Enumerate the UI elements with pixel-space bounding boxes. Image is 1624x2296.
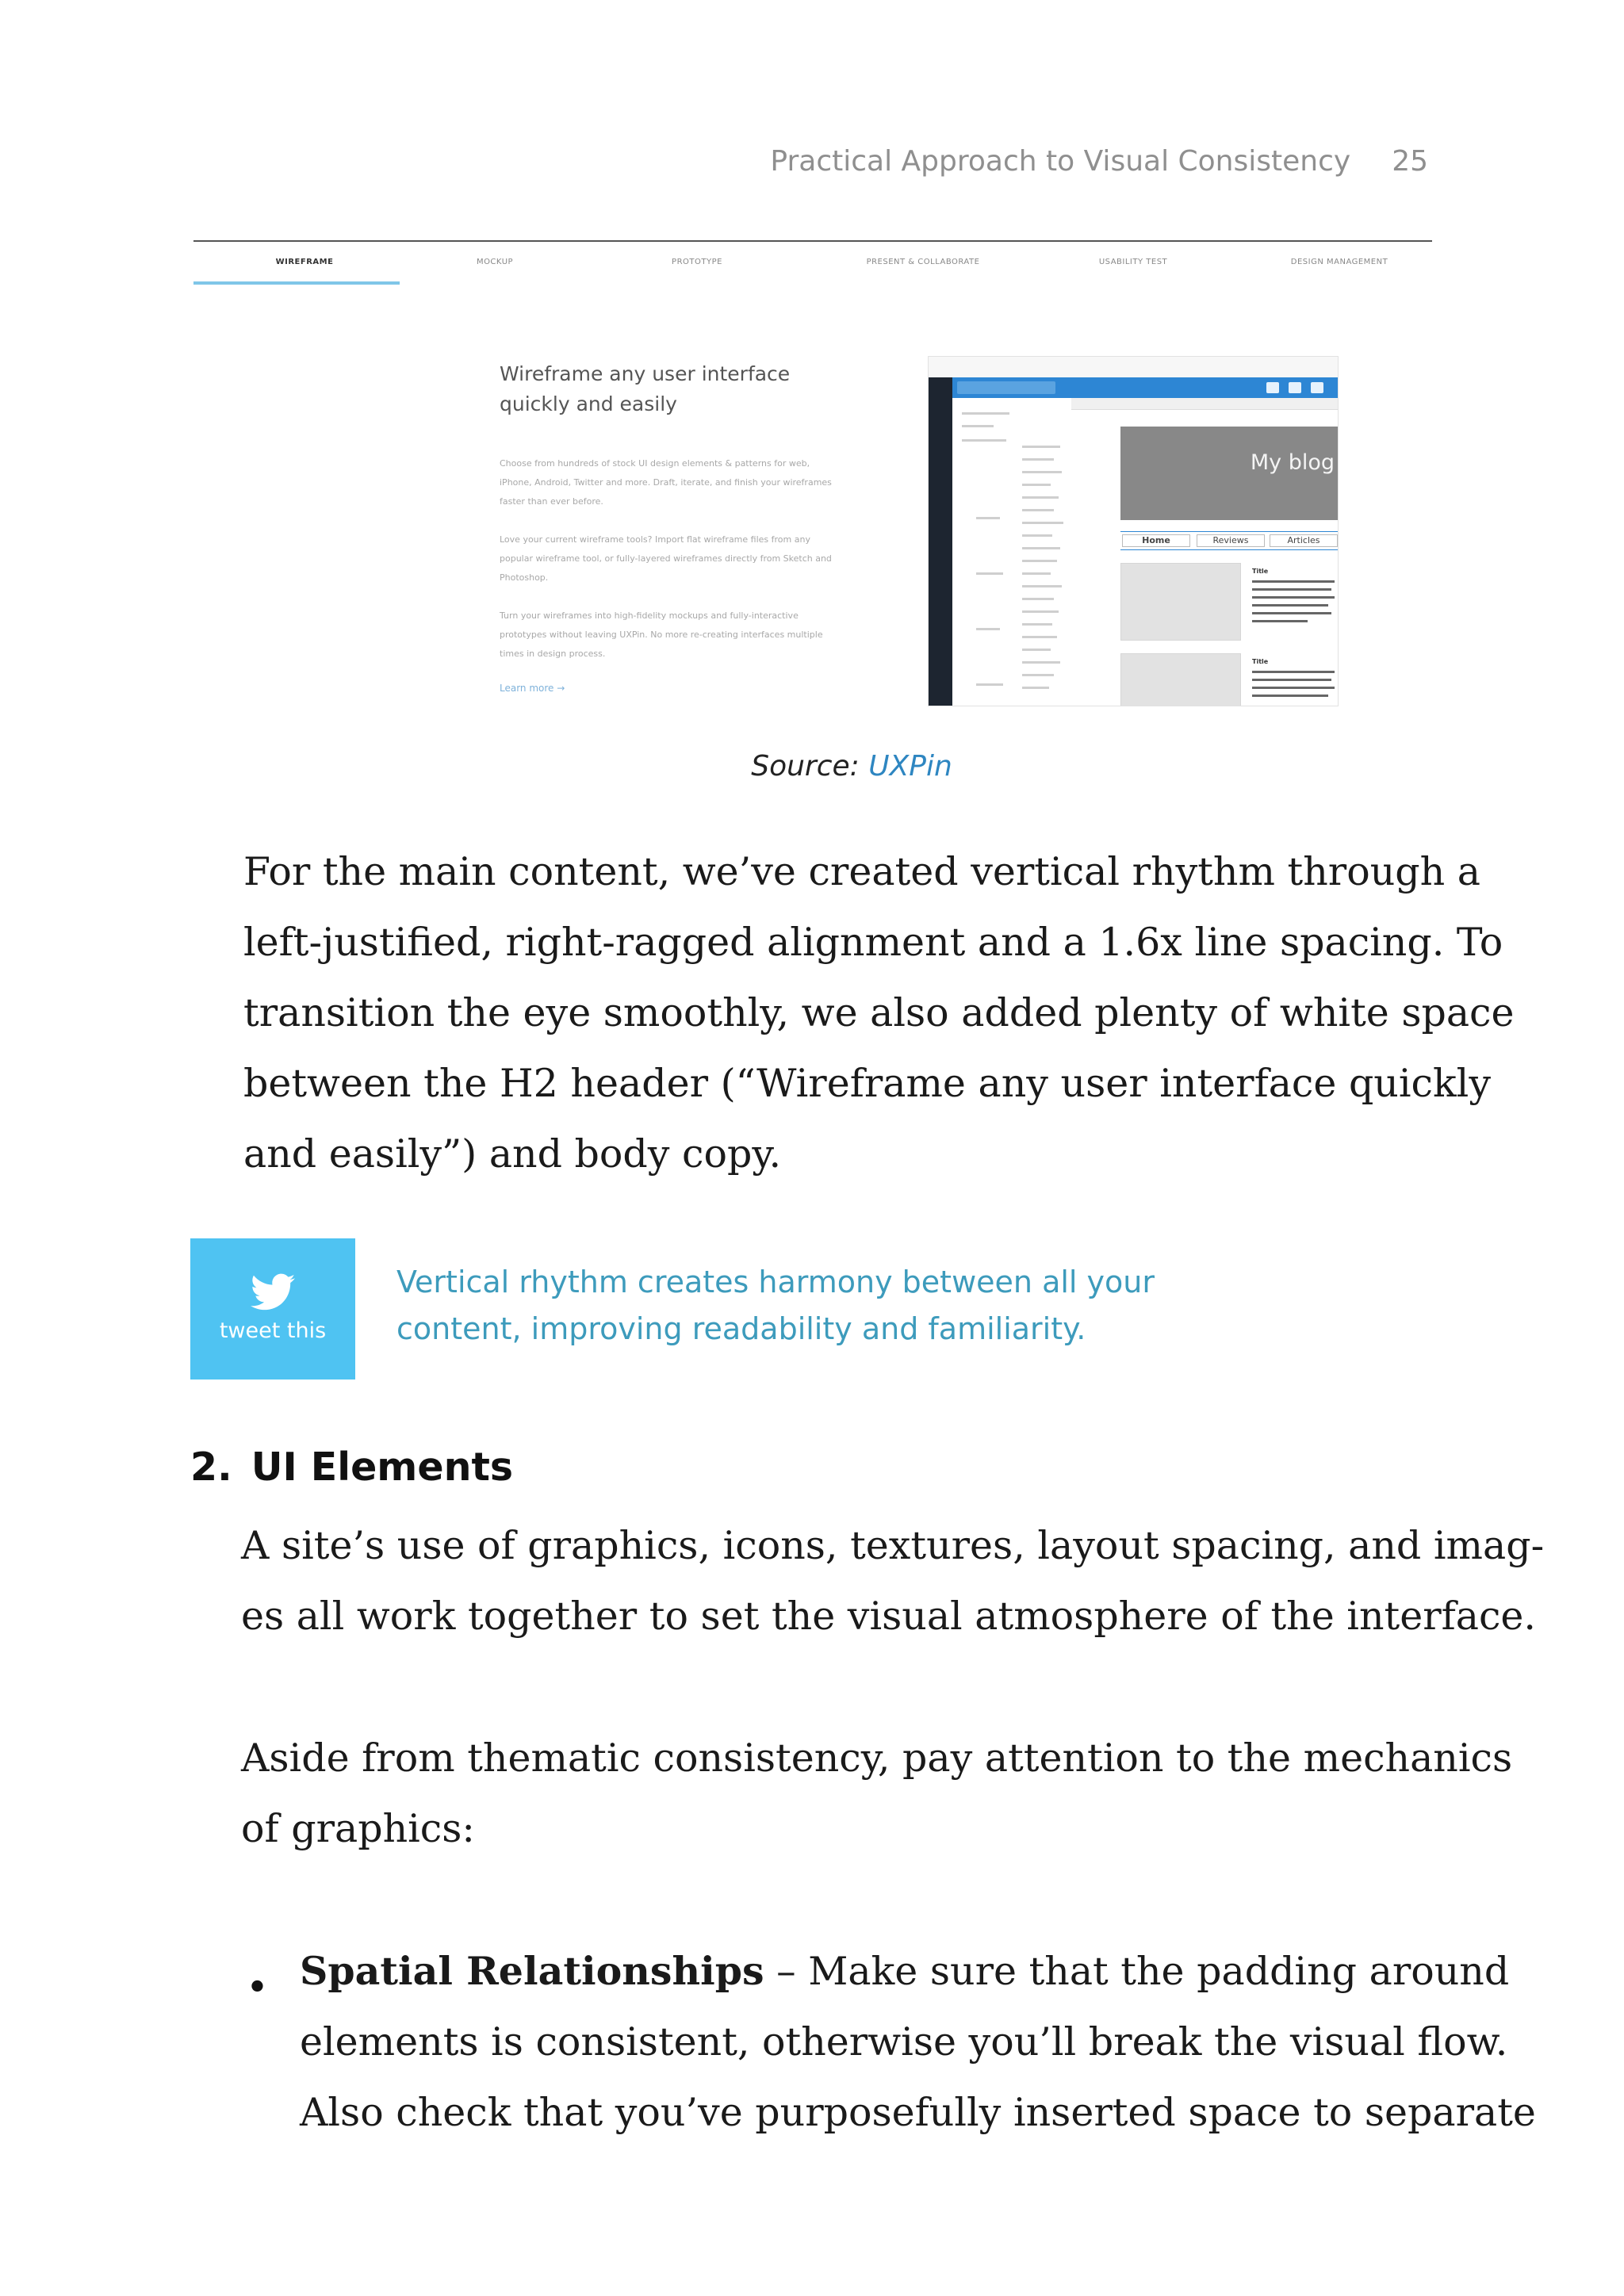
section-number: 2. <box>190 1445 232 1490</box>
caption-source-link[interactable]: UXPin <box>868 750 952 783</box>
running-head <box>770 145 1428 178</box>
page-number: 25 <box>1392 145 1428 178</box>
post-title: Title <box>1252 568 1269 575</box>
browser-chrome <box>929 357 1338 378</box>
bullet-text: – Make sure that the padding around <box>764 1949 1510 1994</box>
body-line: transition the eye smoothly, we also added plenty of white space <box>243 990 1515 1035</box>
toolbar-button <box>1266 382 1279 393</box>
bullet-item-spatial-relationships <box>300 1936 1536 2148</box>
post-title: Title <box>1252 658 1269 665</box>
toolbar-button <box>1311 382 1323 393</box>
section-paragraph-2 <box>241 1723 1512 1864</box>
caption-prefix: Source: <box>751 750 869 783</box>
editor-toolbar <box>952 377 1338 398</box>
tab-design-management[interactable]: DESIGN MANAGEMENT <box>1290 258 1388 266</box>
uxpin-screenshot-figure <box>193 240 1432 713</box>
section-title: UI Elements <box>251 1445 514 1490</box>
bullet-line: elements is consistent, otherwise you’ll break the visual flow. <box>300 2019 1508 2064</box>
tweet-this-button[interactable] <box>190 1238 355 1380</box>
promo-paragraph-1: Choose from hundreds of stock UI design elements & patterns for web, iPhone, Android, Twitter and more. Draft, iterate, and finish your wireframes faster than ever before. <box>500 458 832 507</box>
active-tab-indicator <box>193 281 400 285</box>
promo-heading-line1: Wireframe any user interface <box>500 362 791 385</box>
blog-nav-reviews: Reviews <box>1197 534 1265 547</box>
bullet-term: Spatial Relationships <box>300 1948 764 1994</box>
tweet-quote-line: content, improving readability and familiarity. <box>396 1311 1086 1346</box>
promo-paragraph-3: Turn your wireframes into high-fidelity mockups and fully-interactive prototypes without leaving UXPin. No more re-creating interfaces multiple times in design process. <box>500 610 823 659</box>
body-line: of graphics: <box>241 1806 475 1851</box>
body-line: A site’s use of graphics, icons, textures, layout spacing, and imag- <box>241 1523 1545 1568</box>
tweet-quote-link[interactable] <box>396 1259 1174 1353</box>
editor-preview <box>928 356 1339 706</box>
section-heading <box>190 1445 513 1490</box>
promo-heading <box>500 359 833 419</box>
body-line: left-justified, right-ragged alignment and a 1.6x line spacing. To <box>243 920 1503 965</box>
tab-mockup[interactable]: MOCKUP <box>476 258 514 266</box>
body-paragraph <box>243 836 1515 1189</box>
body-line: Aside from thematic consistency, pay attention to the mechanics <box>241 1735 1513 1781</box>
bullet-line: Also check that you’ve purposefully inserted space to separate <box>300 2090 1536 2135</box>
blog-title: My blog <box>1250 450 1335 475</box>
bullet-line <box>300 1936 1536 2007</box>
body-line: and easily”) and body copy. <box>243 1131 782 1177</box>
tab-usability-test[interactable]: USABILITY TEST <box>1098 258 1168 266</box>
tab-prototype[interactable]: PROTOTYPE <box>672 258 722 266</box>
section-paragraph-1 <box>241 1510 1544 1651</box>
editor-canvas <box>1071 398 1338 706</box>
canvas-ruler <box>1071 398 1338 410</box>
toolbar-selector <box>957 381 1055 394</box>
promo-paragraph-2: Love your current wireframe tools? Import flat wireframe files from any popular wireframe tool, or fully-layered wireframes directly from Sketch and Photoshop. <box>500 534 832 583</box>
body-line: es all work together to set the visual atmosphere of the interface. <box>241 1594 1536 1639</box>
blog-nav-articles: Articles <box>1270 534 1338 547</box>
promo-heading-line2: quickly and easily <box>500 392 677 415</box>
twitter-bird-icon <box>251 1273 295 1311</box>
body-line: between the H2 header (“Wireframe any user interface quickly <box>243 1061 1492 1106</box>
blog-nav <box>1120 531 1338 550</box>
tweet-this-label: tweet this <box>219 1318 327 1343</box>
running-head-title: Practical Approach to Visual Consistency <box>770 145 1351 178</box>
blog-banner <box>1120 427 1338 520</box>
tweet-quote-line: Vertical rhythm creates harmony between all your <box>396 1265 1155 1299</box>
body-line: For the main content, we’ve created vertical rhythm through a <box>243 849 1480 894</box>
editor-sidebar <box>929 377 952 706</box>
image-placeholder <box>1120 563 1241 641</box>
figure-caption <box>0 750 1624 783</box>
bullet-marker: • <box>246 1965 269 2010</box>
tab-present-collaborate[interactable]: PRESENT & COLLABORATE <box>866 258 980 266</box>
tab-wireframe[interactable]: WIREFRAME <box>275 258 334 266</box>
learn-more-link[interactable]: Learn more → <box>500 683 565 694</box>
image-placeholder <box>1120 653 1241 706</box>
elements-panel <box>952 398 1072 706</box>
product-tab-bar <box>193 240 1432 286</box>
blog-nav-home: Home <box>1122 534 1190 547</box>
toolbar-button <box>1289 382 1301 393</box>
